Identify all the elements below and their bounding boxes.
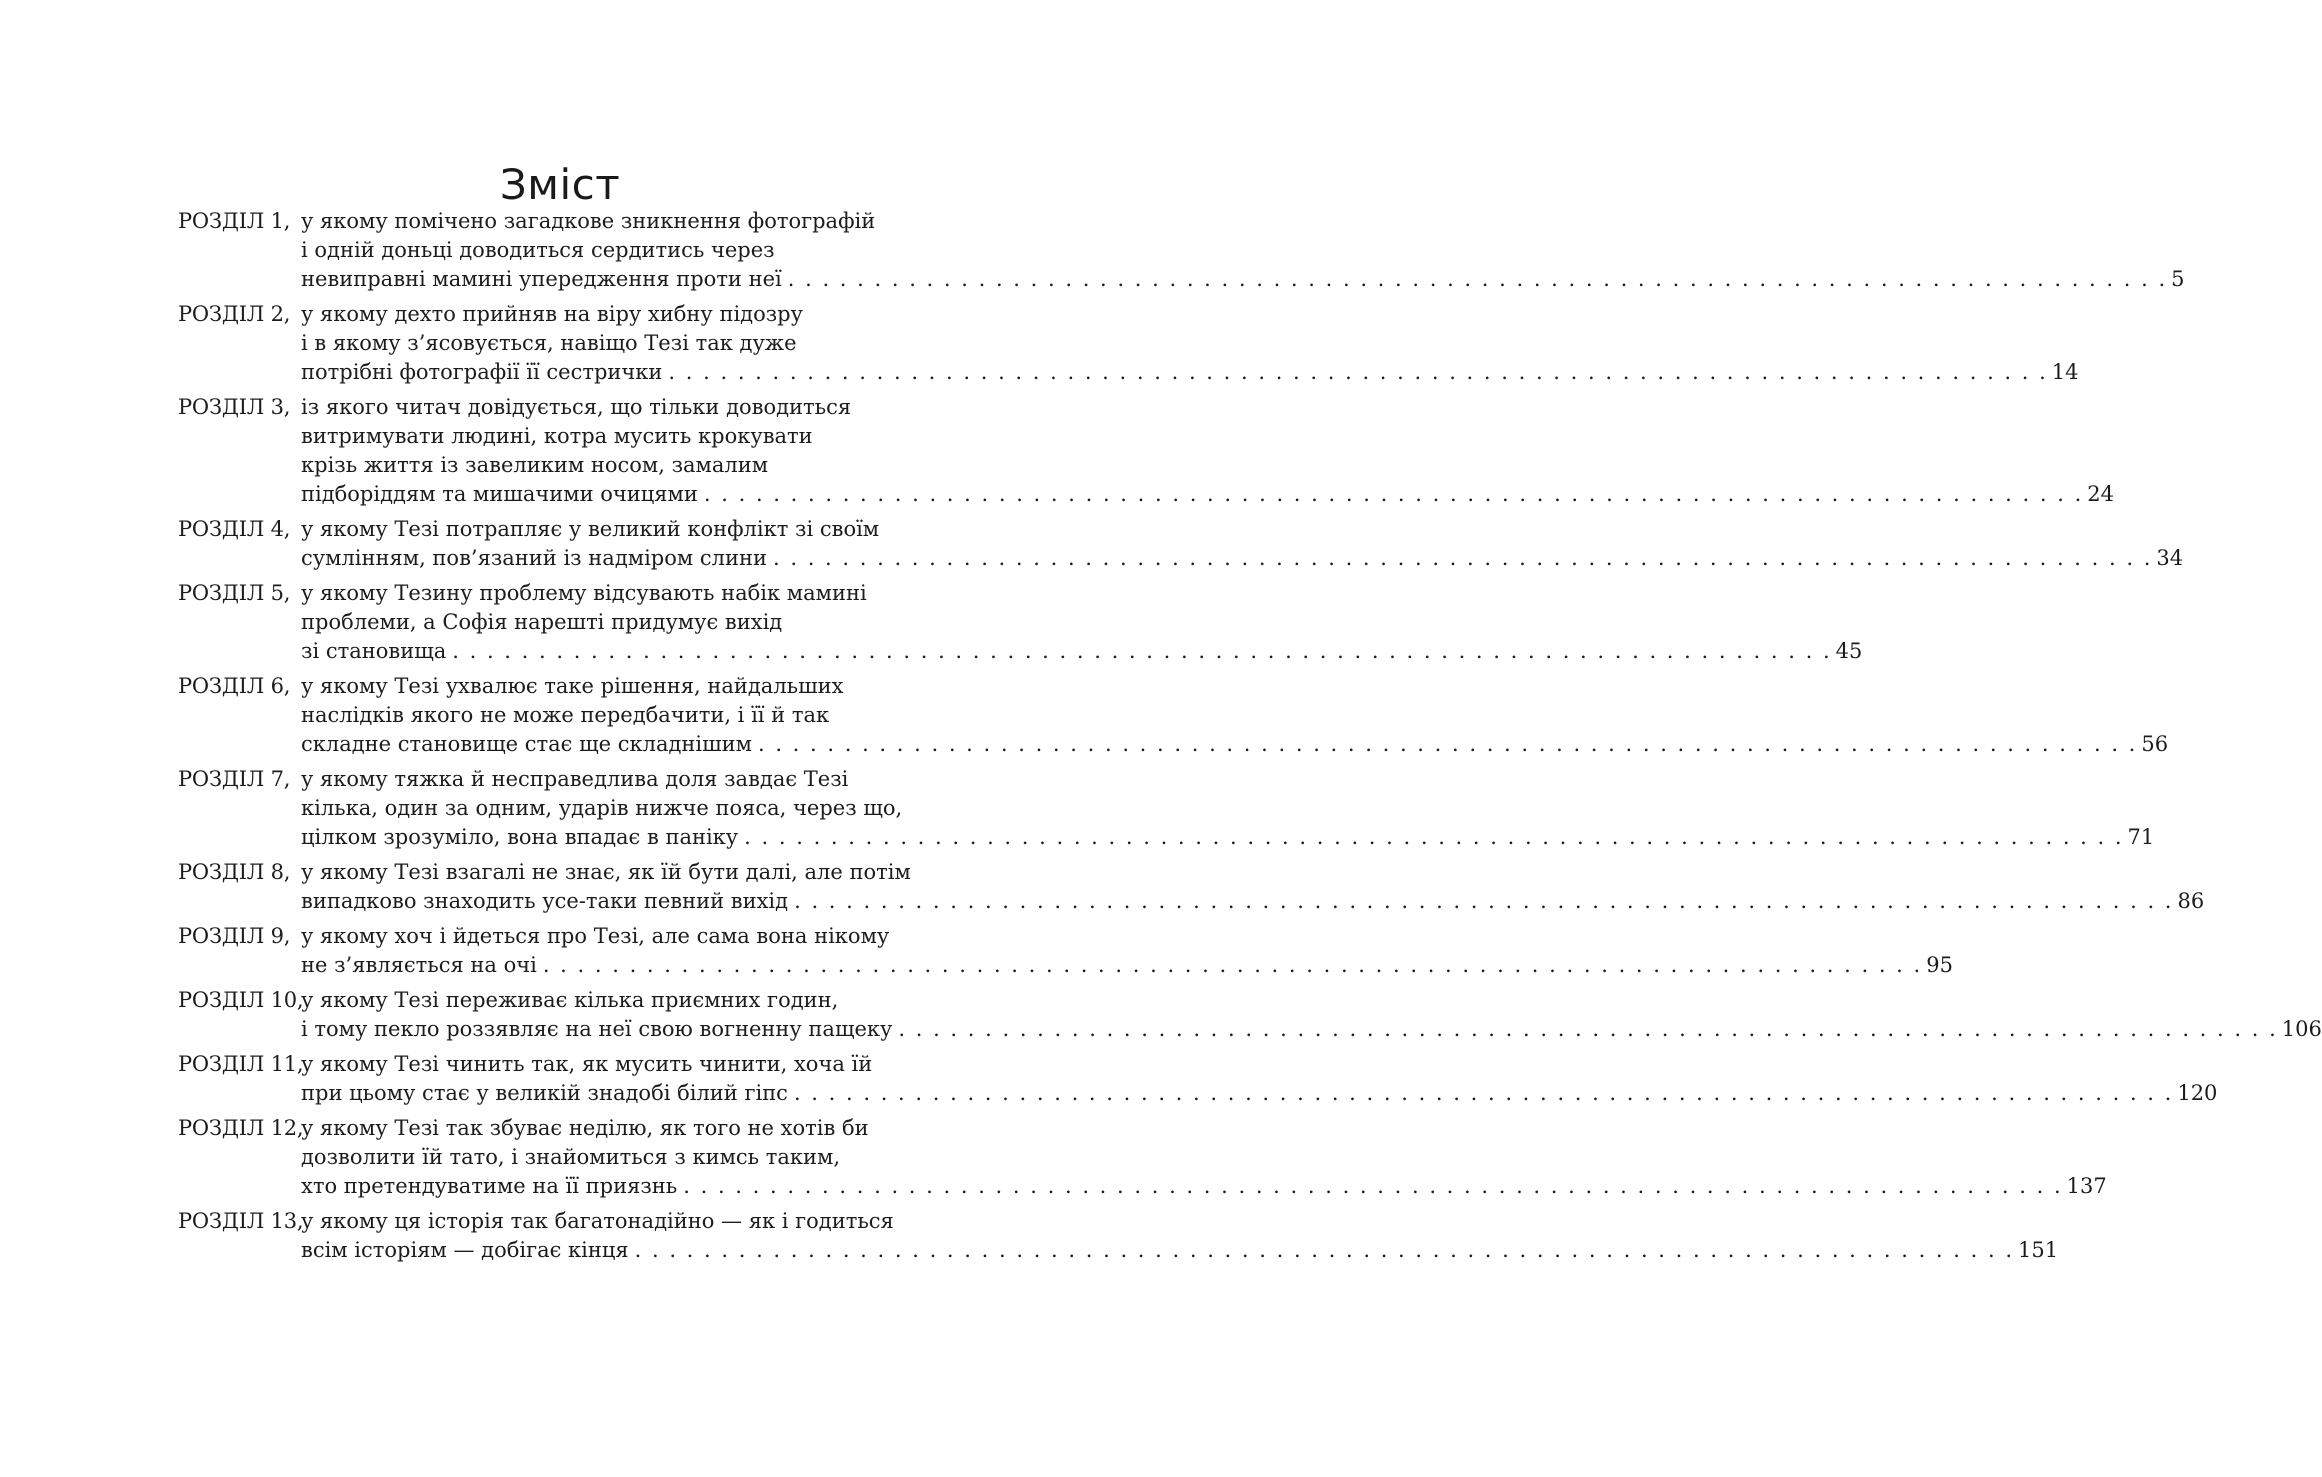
- description-line: у якому хоч і йдеться про Тезі, але сама вона нікому: [301, 924, 890, 948]
- toc-entry: [178, 858, 2205, 916]
- toc-entry: [178, 1050, 2218, 1108]
- description-line: у якому Тезі ухвалює таке рішення, найдальших: [301, 674, 844, 698]
- chapter-description: [301, 515, 2183, 573]
- dot-leader: . . . . . . . . . . . . . . . . . . . . . . . . . . . . . . . . . . . . . . . . . . . . . . . . . . . . . . . . . . . . . . . . . . . . . . . . . . . . . . . .: [542, 953, 1923, 977]
- description-line: дозволити їй тато, і знайомиться з кимсь таким,: [301, 1145, 841, 1169]
- chapter-label: РОЗДІЛ 11,: [178, 1052, 304, 1076]
- table-of-contents: [178, 207, 2322, 1271]
- dot-leader: . . . . . . . . . . . . . . . . . . . . . . . . . . . . . . . . . . . . . . . . . . . . . . . . . . . . . . . . . . . . . . . . . . . . . . . . . . . . . . . .: [703, 482, 2084, 506]
- description-last-line: [301, 1079, 2217, 1108]
- toc-entry: [178, 207, 2185, 294]
- page-title: Зміст: [499, 160, 621, 210]
- description-line: у якому дехто прийняв на віру хибну підозру: [301, 302, 803, 326]
- toc-entry: [178, 765, 2155, 852]
- description-line: у якому Тезину проблему відсувають набік мамині: [301, 581, 867, 605]
- description-line: і в якому з’ясовується, навіщо Тезі так дуже: [301, 331, 797, 355]
- chapter-description: [301, 1114, 2107, 1201]
- description-line: і тому пекло роззявляє на неї свою вогненну пащеку: [301, 1017, 893, 1041]
- description-line: витримувати людині, котра мусить крокувати: [301, 424, 813, 448]
- chapter-label: РОЗДІЛ 3,: [178, 395, 291, 419]
- description-last-line: [301, 1236, 2058, 1265]
- chapter-label: РОЗДІЛ 4,: [178, 517, 291, 541]
- description-line: сумлінням, пов’язаний із надміром слини: [301, 546, 767, 570]
- description-last-line: [301, 951, 1953, 980]
- description-last-line: [301, 730, 2168, 759]
- dot-leader: . . . . . . . . . . . . . . . . . . . . . . . . . . . . . . . . . . . . . . . . . . . . . . . . . . . . . . . . . . . . . . . . . . . . . . . . . . . . . . . .: [773, 546, 2153, 570]
- description-line: не з’являється на очі: [301, 953, 537, 977]
- description-line: невиправні мамині упередження проти неї: [301, 267, 782, 291]
- chapter-label: РОЗДІЛ 5,: [178, 581, 291, 605]
- dot-leader: . . . . . . . . . . . . . . . . . . . . . . . . . . . . . . . . . . . . . . . . . . . . . . . . . . . . . . . . . . . . . . . . . . . . . . . . . . . . . . . .: [787, 267, 2168, 291]
- dot-leader: . . . . . . . . . . . . . . . . . . . . . . . . . . . . . . . . . . . . . . . . . . . . . . . . . . . . . . . . . . . . . . . . . . . . . . . . . . . . . . . .: [634, 1238, 2014, 1262]
- description-line: кілька, один за одним, ударів нижче пояса, через що,: [301, 796, 903, 820]
- description-last-line: [301, 265, 2185, 294]
- toc-entry: [178, 1207, 2059, 1265]
- description-line: у якому Тезі чинить так, як мусить чинити, хоча їй: [301, 1052, 873, 1076]
- description-line: у якому Тезі переживає кілька приємних годин,: [301, 988, 839, 1012]
- description-line: хто претендуватиме на її приязнь: [301, 1174, 678, 1198]
- chapter-label: РОЗДІЛ 10,: [178, 988, 304, 1012]
- page-number: 95: [1926, 953, 1953, 977]
- chapter-description: [301, 300, 2079, 387]
- chapter-description: [301, 1050, 2217, 1108]
- description-line: у якому тяжка й несправедлива доля завдає Тезі: [301, 767, 849, 791]
- chapter-description: [301, 765, 2154, 852]
- page-number: 86: [2177, 889, 2205, 913]
- description-line: у якому помічено загадкове зникнення фотографій: [301, 209, 876, 233]
- description-last-line: [301, 358, 2079, 387]
- description-line: зі становища: [301, 639, 447, 663]
- description-line: потрібні фотографії її сестрички: [301, 360, 663, 384]
- page-number: 71: [2127, 825, 2155, 849]
- description-line: цілком зрозуміло, вона впадає в паніку: [301, 825, 739, 849]
- chapter-label: РОЗДІЛ 13,: [178, 1209, 304, 1233]
- chapter-label: РОЗДІЛ 9,: [178, 924, 291, 948]
- description-last-line: [301, 1172, 2107, 1201]
- toc-entry: [178, 672, 2169, 759]
- page-number: 151: [2018, 1238, 2059, 1262]
- page-number: 137: [2066, 1174, 2107, 1198]
- chapter-label: РОЗДІЛ 2,: [178, 302, 291, 326]
- page-number: 14: [2051, 360, 2079, 384]
- chapter-description: [301, 672, 2168, 759]
- dot-leader: . . . . . . . . . . . . . . . . . . . . . . . . . . . . . . . . . . . . . . . . . . . . . . . . . . . . . . . . . . . . . . . . . . . . . . . . . . . . . . . .: [757, 732, 2138, 756]
- description-line: із якого читач довідується, що тільки доводиться: [301, 395, 852, 419]
- chapter-description: [301, 1207, 2058, 1265]
- description-line: випадково знаходить усе-таки певний вихід: [301, 889, 789, 913]
- page-number: 34: [2156, 546, 2184, 570]
- description-last-line: [301, 637, 1862, 666]
- dot-leader: . . . . . . . . . . . . . . . . . . . . . . . . . . . . . . . . . . . . . . . . . . . . . . . . . . . . . . . . . . . . . . . . . . . . . . . . . . . . . . . .: [793, 1081, 2174, 1105]
- description-line: проблеми, а Софія нарешті придумує вихід: [301, 610, 783, 634]
- chapter-label: РОЗДІЛ 1,: [178, 209, 291, 233]
- toc-entry: [178, 393, 2114, 509]
- toc-entry: [178, 922, 1953, 980]
- chapter-description: [301, 393, 2114, 509]
- page-number: 45: [1835, 639, 1863, 663]
- dot-leader: . . . . . . . . . . . . . . . . . . . . . . . . . . . . . . . . . . . . . . . . . . . . . . . . . . . . . . . . . . . . . . . . . . . . . . . . . . . . . . . .: [794, 889, 2174, 913]
- page-number: 106: [2281, 1017, 2322, 1041]
- dot-leader: . . . . . . . . . . . . . . . . . . . . . . . . . . . . . . . . . . . . . . . . . . . . . . . . . . . . . . . . . . . . . . . . . . . . . . . . . . . . . . . .: [744, 825, 2124, 849]
- toc-entry: [178, 515, 2184, 573]
- toc-entry: [178, 300, 2079, 387]
- chapter-label: РОЗДІЛ 6,: [178, 674, 291, 698]
- description-line: підборіддям та мишачими очицями: [301, 482, 698, 506]
- description-last-line: [301, 480, 2114, 509]
- dot-leader: . . . . . . . . . . . . . . . . . . . . . . . . . . . . . . . . . . . . . . . . . . . . . . . . . . . . . . . . . . . . . . . . . . . . . . . . . . . . . . . .: [898, 1017, 2278, 1041]
- chapter-label: РОЗДІЛ 12,: [178, 1116, 304, 1140]
- chapter-description: [301, 579, 1862, 666]
- dot-leader: . . . . . . . . . . . . . . . . . . . . . . . . . . . . . . . . . . . . . . . . . . . . . . . . . . . . . . . . . . . . . . . . . . . . . . . . . . . . . . . .: [668, 360, 2048, 384]
- description-line: у якому Тезі так збуває неділю, як того не хотів би: [301, 1116, 869, 1140]
- description-line: у якому ця історія так багатонадійно — як і годиться: [301, 1209, 894, 1233]
- description-line: складне становище стає ще складнішим: [301, 732, 752, 756]
- chapter-label: РОЗДІЛ 7,: [178, 767, 291, 791]
- description-line: у якому Тезі взагалі не знає, як їй бути далі, але потім: [301, 860, 911, 884]
- description-last-line: [301, 887, 2204, 916]
- description-last-line: [301, 1015, 2322, 1044]
- chapter-description: [301, 858, 2204, 916]
- page-number: 120: [2177, 1081, 2218, 1105]
- description-line: при цьому стає у великій знадобі білий гіпс: [301, 1081, 788, 1105]
- description-line: у якому Тезі потрапляє у великий конфлікт зі своїм: [301, 517, 880, 541]
- toc-entry: [178, 1114, 2107, 1201]
- chapter-description: [301, 986, 2322, 1044]
- description-last-line: [301, 544, 2183, 573]
- page-number: 5: [2171, 267, 2185, 291]
- description-line: крізь життя із завеликим носом, замалим: [301, 453, 769, 477]
- dot-leader: . . . . . . . . . . . . . . . . . . . . . . . . . . . . . . . . . . . . . . . . . . . . . . . . . . . . . . . . . . . . . . . . . . . . . . . . . . . . . . . .: [452, 639, 1832, 663]
- page-number: 24: [2087, 482, 2114, 506]
- chapter-description: [301, 207, 2185, 294]
- chapter-label: РОЗДІЛ 8,: [178, 860, 291, 884]
- toc-entry: [178, 986, 2322, 1044]
- page-number: 56: [2141, 732, 2169, 756]
- description-line: наслідків якого не може передбачити, і її й так: [301, 703, 830, 727]
- description-last-line: [301, 823, 2154, 852]
- description-line: і одній доньці доводиться сердитись через: [301, 238, 775, 262]
- chapter-description: [301, 922, 1953, 980]
- toc-entry: [178, 579, 1863, 666]
- description-line: всім історіям — добігає кінця: [301, 1238, 629, 1262]
- dot-leader: . . . . . . . . . . . . . . . . . . . . . . . . . . . . . . . . . . . . . . . . . . . . . . . . . . . . . . . . . . . . . . . . . . . . . . . . . . . . . . . .: [683, 1174, 2063, 1198]
